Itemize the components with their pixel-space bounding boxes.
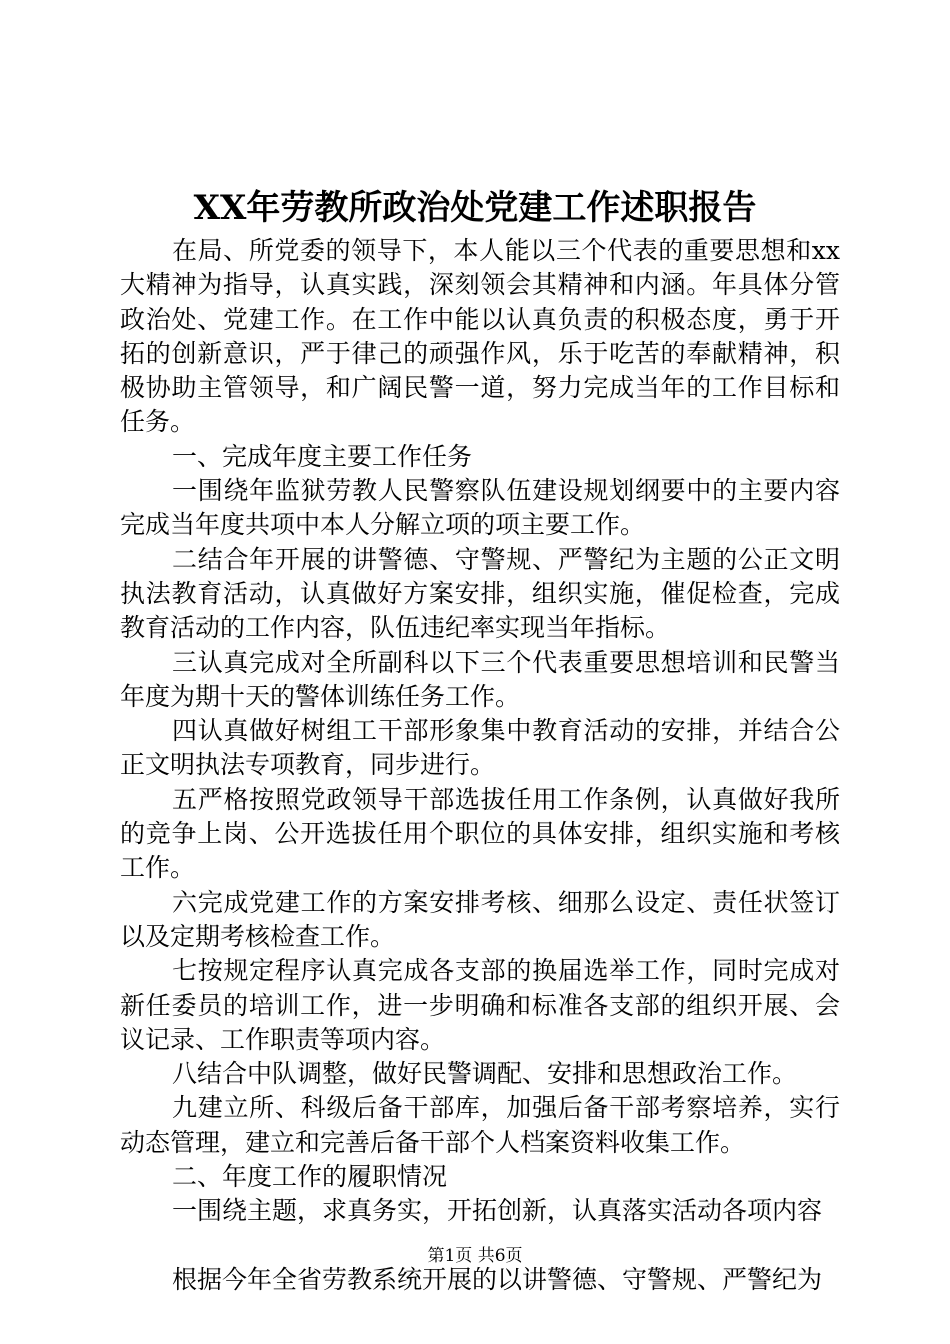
page-footer: 第1页 共6页 [427,1246,523,1266]
section-heading-2: 二、年度工作的履职情况 [172,1162,448,1192]
paragraph-intro: 在局、所党委的领导下，本人能以三个代表的重要思想和xx大精神为指导，认真实践，深刻领会其精神和内涵。年具体分管政治处、党建工作。在工作中能以认真负责的积极态度，勇于开拓的创新意识，严于律己的顽强作风，乐于吃苦的奉献精神，积极协助主管领导，和广阔民警一道，努力完成当年的工作目标和任务。 [120,236,840,437]
paragraph-duty-1-body: 根据今年全省劳教系统开展的以讲警德、守警规、严警纪为 [172,1264,823,1294]
paragraph-task-2: 二结合年开展的讲警德、守警规、严警纪为主题的公正文明执法教育活动，认真做好方案安排，组织实施，催促检查，完成教育活动的工作内容，队伍违纪率实现当年指标。 [120,544,840,643]
paragraph-task-6: 六完成党建工作的方案安排考核、细那么设定、责任状签订以及定期考核检查工作。 [120,887,840,951]
paragraph-task-7: 七按规定程序认真完成各支部的换届选举工作，同时完成对新任委员的培训工作，进一步明确和标准各支部的组织开展、会议记录、工作职责等项内容。 [120,956,840,1054]
paragraph-task-9: 九建立所、科级后备干部库，加强后备干部考察培养，实行动态管理，建立和完善后备干部个人档案资料收集工作。 [120,1093,840,1157]
section-heading-1: 一、完成年度主要工作任务 [172,441,473,471]
paragraph-task-3: 三认真完成对全所副科以下三个代表重要思想培训和民警当年度为期十天的警体训练任务工作。 [120,647,840,711]
paragraph-task-4: 四认真做好树组工干部形象集中教育活动的安排，并结合公正文明执法专项教育，同步进行。 [120,716,840,780]
document-body [120,234,840,1297]
page-title: XX年劳教所政治处党建工作述职报告 [193,188,757,228]
paragraph-task-8: 八结合中队调整，做好民警调配、安排和思想政治工作。 [172,1059,798,1089]
paragraph-duty-1: 一围绕主题，求真务实，开拓创新，认真落实活动各项内容 [172,1196,823,1226]
paragraph-task-1: 一围绕年监狱劳教人民警察队伍建设规划纲要中的主要内容完成当年度共项中本人分解立项的项主要工作。 [120,476,840,540]
paragraph-task-5: 五严格按照党政领导干部选拔任用工作条例，认真做好我所的竞争上岗、公开选拔任用个职位的具体安排，组织实施和考核工作。 [120,784,840,883]
